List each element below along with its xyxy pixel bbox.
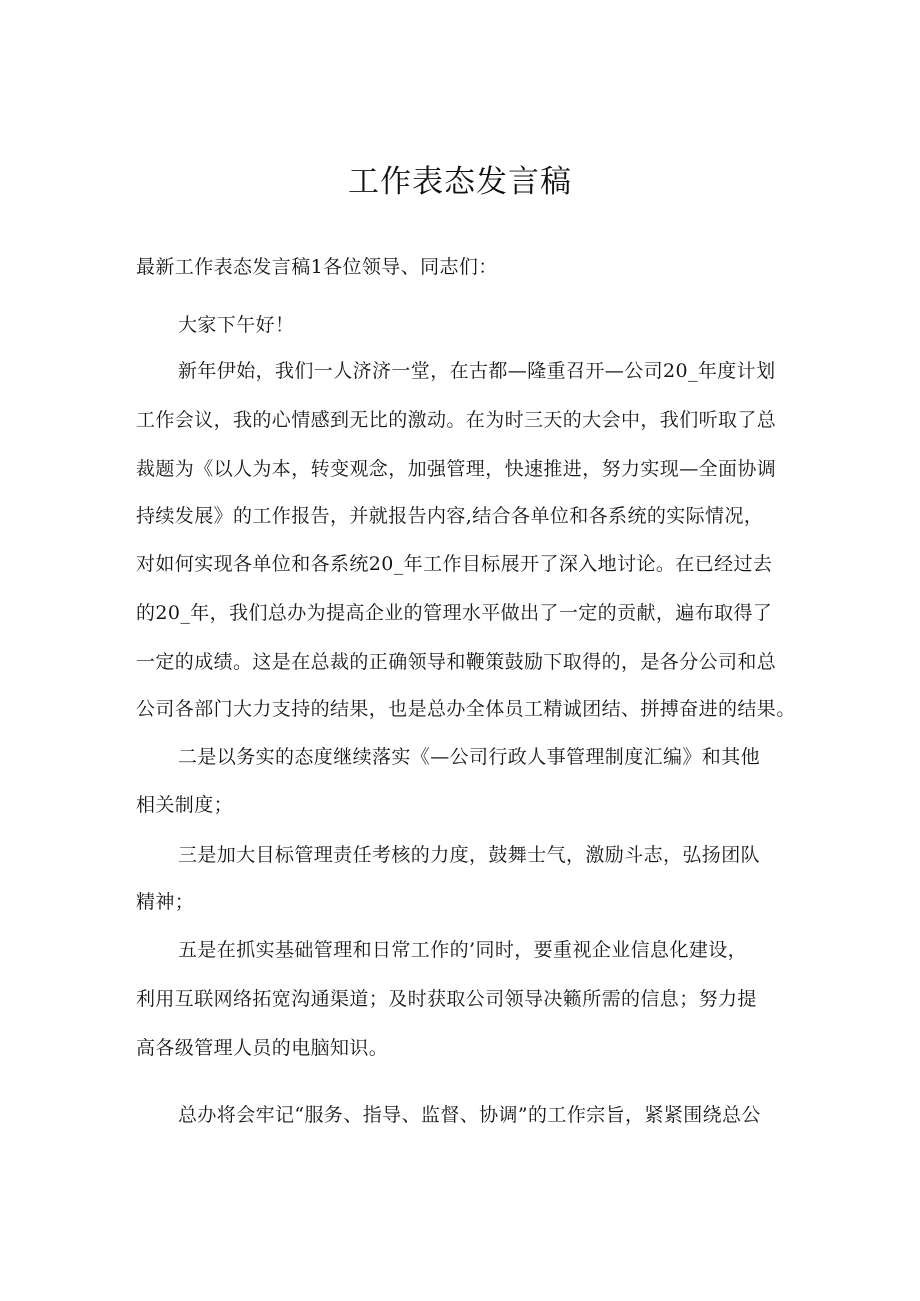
text-line: 大家下午好！ <box>178 314 295 336</box>
text-line: 精神； <box>136 891 195 913</box>
text-line: 公司各部门大力支持的结果，也是总办全体员工精诚团结、拼搏奋进的结果。 <box>136 698 796 720</box>
text-line: 高各级管理人员的电脑知识。 <box>136 1037 389 1059</box>
text-line: 利用互联网络拓宽沟通渠道；及时获取公司领导决籁所需的信息；努力提 <box>136 988 757 1010</box>
text-line: 一定的成绩。这是在总裁的正确领导和鞭策鼓励下取得的，是各分公司和总 <box>136 651 777 673</box>
text-line: 新年伊始，我们一人济济一堂，在古都—隆重召开—公司20_年度计划 <box>178 360 776 382</box>
text-line: 工作会议，我的心情感到无比的激动。在为时三天的大会中，我们听取了总 <box>136 409 777 431</box>
text-line: 二是以务实的态度继续落实《—公司行政人事管理制度汇编》和其他 <box>178 746 761 768</box>
text-line: 对如何实现各单位和各系统20_年工作目标展开了深入地讨论。在已经过去 <box>136 553 773 575</box>
text-line: 总办将会牢记“服务、指导、监督、协调”的工作宗旨，紧紧围绕总公 <box>178 1104 761 1126</box>
text-line: 裁题为《以人为本，转变观念，加强管理，快速推进，努力实现—全面协调 <box>136 458 777 480</box>
text-line: 持续发展》的工作报告，并就报告内容,结合各单位和各系统的实际情况， <box>136 505 764 527</box>
text-line: 三是加大目标管理责任考核的力度，鼓舞士气，激励斗志，弘扬团队 <box>178 844 761 866</box>
text-line: 的20_年，我们总办为提高企业的管理水平做出了一定的贡献，遍布取得了 <box>136 602 773 624</box>
document-title: 工作表态发言稿 <box>348 164 572 200</box>
text-line: 最新工作表态发言稿1各位领导、同志们： <box>136 256 498 278</box>
text-line: 五是在抓实基础管理和日常工作的’同时，要重视企业信息化建设， <box>178 939 748 961</box>
text-line: 相关制度； <box>136 794 234 816</box>
